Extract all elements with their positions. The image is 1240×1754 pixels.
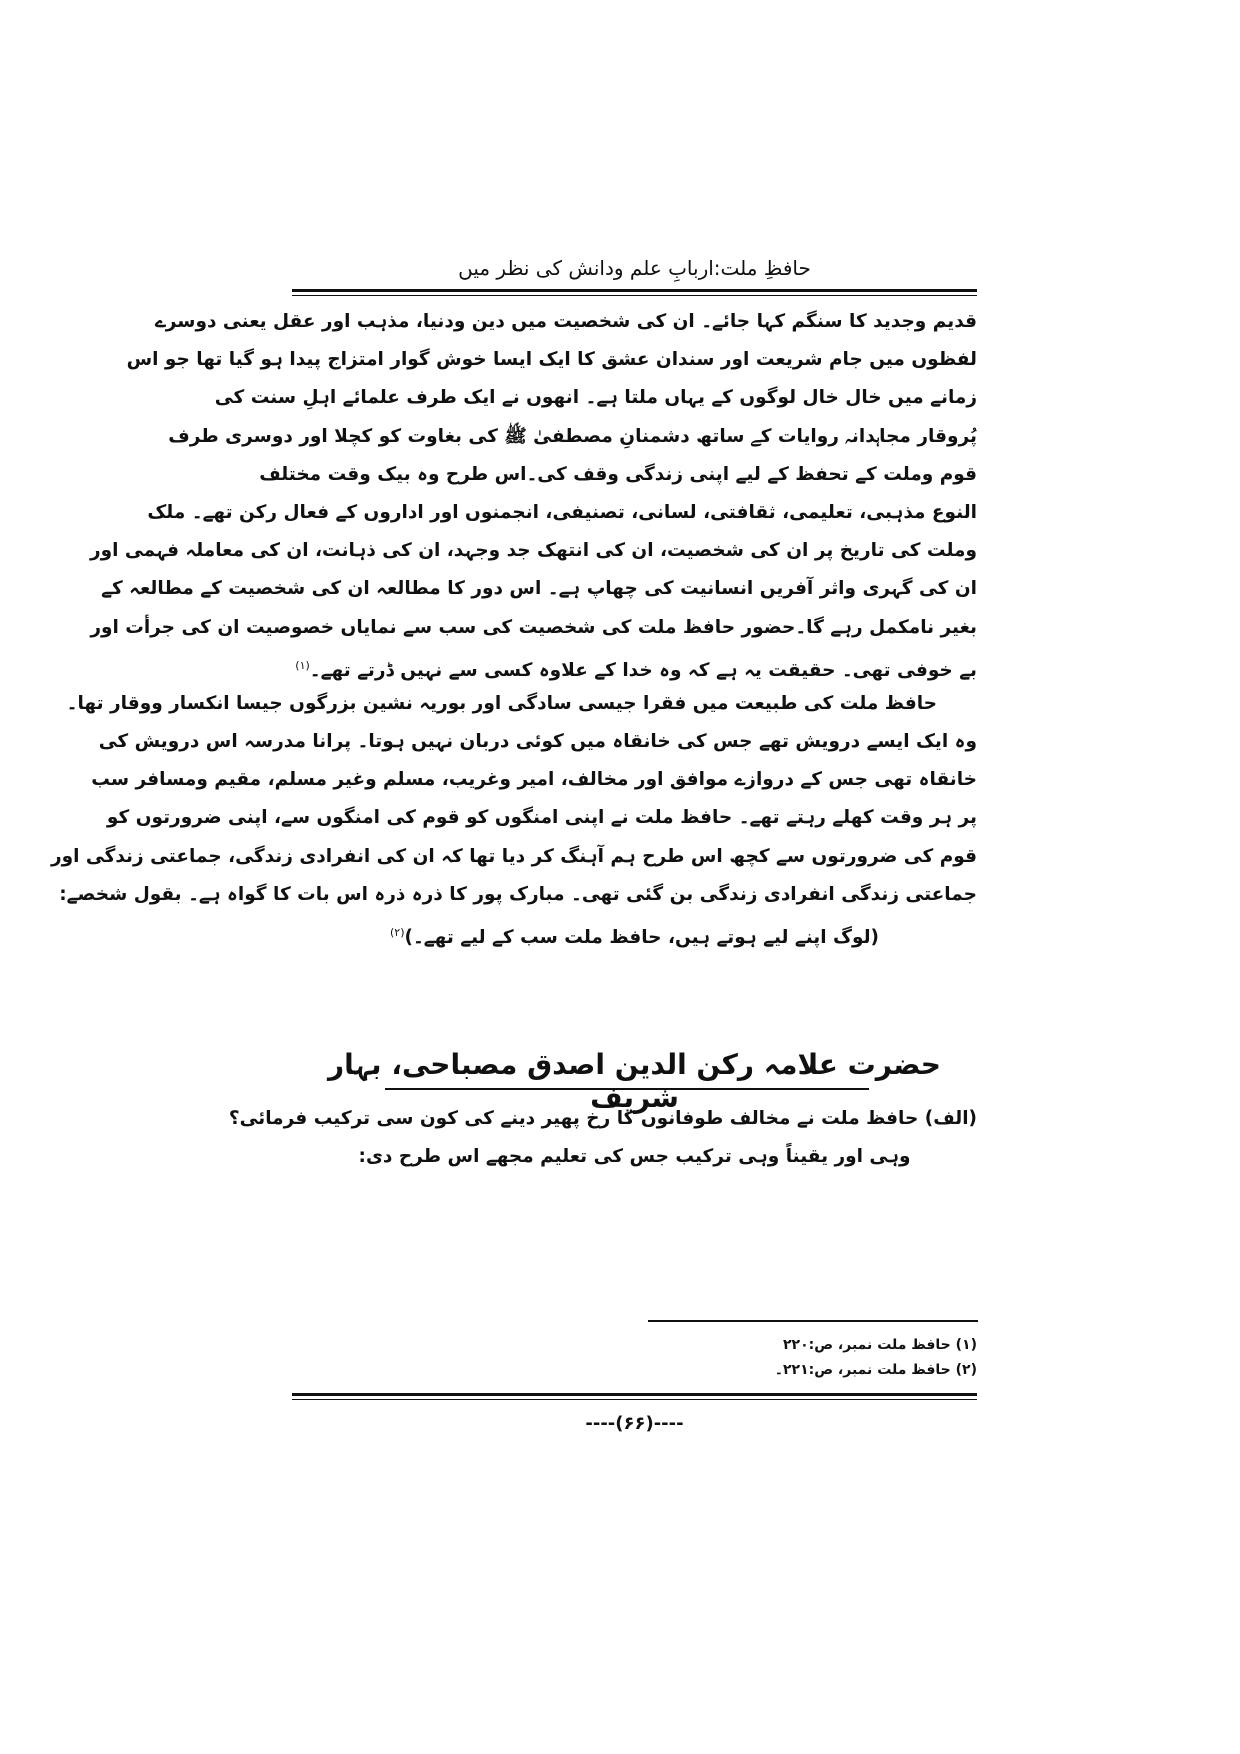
body-line: ان کی گہری واثر آفریں انسانیت کی چھاپ ہے۔ اس دور کا مطالعہ ان کی شخصیت کے مطالعہ کے: [101, 578, 977, 600]
body-line: حافظ ملت کی طبیعت میں فقرا جیسی سادگی اور بوریہ نشین بزرگوں جیسا انکسار ووقار تھا۔: [66, 692, 937, 714]
question-block: [228, 1100, 977, 1176]
header-double-rule: [292, 289, 977, 296]
footnotes: [292, 1333, 977, 1383]
body-line: وہ ایک ایسے درویش تھے جس کی خانقاہ میں کوئی دربان نہیں ہوتا۔ پرانا مدرسہ اس درویش کی: [98, 731, 977, 753]
footnote-ref: (۱): [295, 658, 310, 672]
body-line: پُروقار مجاہدانہ روایات کے ساتھ دشمنانِ مصطفیٰ ﷺ کی بغاوت کو کچلا اور دوسری طرف: [168, 425, 977, 447]
body-line: پر ہر وقت کھلے رہتے تھے۔ حافظ ملت نے اپنی امنگوں کو قوم کی امنگوں سے، اپنی ضرورتوں کو: [106, 807, 977, 829]
answer-line: وہی اور یقیناً وہی ترکیب جس کی تعلیم مجھے اس طرح دی:: [358, 1146, 911, 1168]
footer-double-rule: [292, 1393, 977, 1400]
body-line: قوم وملت کے تحفظ کے لیے اپنی زندگی وقف کی۔اس طرح وہ بیک وقت مختلف: [259, 463, 977, 485]
footnote: (۲) حافظ ملت نمبر، ص:۲۲۱۔: [774, 1362, 977, 1378]
body-line: زمانے میں خال خال لوگوں کے یہاں ملتا ہے۔ انھوں نے ایک طرف علمائے اہلِ سنت کی: [214, 387, 977, 409]
body-line: خانقاہ تھی جس کے دروازے موافق اور مخالف، امیر وغریب، مسلم وغیر مسلم، مقیم ومسافر سب: [91, 769, 977, 791]
section-heading: حضرت علامہ رکن الدین اصدق مصباحی، بہار شریف: [328, 1048, 941, 1114]
footnote: (۱) حافظ ملت نمبر، ص:۲۲۰: [782, 1337, 977, 1353]
body-line: جماعتی زندگی انفرادی زندگی بن گئی تھی۔ مبارک پور کا ذرہ ذرہ اس بات کا گواہ ہے۔ بقول شخصے:: [59, 883, 977, 905]
body-line: قدیم وجدید کا سنگم کہا جائے۔ ان کی شخصیت میں دین ودنیا، مذہب اور عقل یعنی دوسرے: [154, 311, 977, 332]
body-line-text: بے خوفی تھی۔ حقیقت یہ ہے کہ وہ خدا کے علاوہ کسی سے نہیں ڈرتے تھے۔: [309, 659, 977, 681]
body-line: لفظوں میں جام شریعت اور سندان عشق کا ایک ایسا خوش گوار امتزاج پیدا ہو گیا تھا جو اس: [126, 349, 977, 371]
footnote-ref: (۲): [390, 926, 405, 939]
body-line: بغیر نامکمل رہے گا۔حضور حافظ ملت کی شخصیت کی سب سے نمایاں خصوصیت ان کی جرأت اور: [90, 616, 977, 638]
quote-line: [292, 914, 977, 952]
question-line: (الف) حافظ ملت نے مخالف طوفانوں کا رخ پھیر دینے کی کون سی ترکیب فرمائی؟: [228, 1108, 977, 1129]
body-text: [50, 303, 977, 952]
body-line: وملت کی تاریخ پر ان کی شخصیت، ان کی انتھک جد وجہد، ان کی ذہانت، ان کی معاملہ فہمی اور: [89, 540, 977, 562]
page-number: ----(۶۶)----: [585, 1413, 684, 1434]
quote-text: (لوگ اپنے لیے ہوتے ہیں، حافظ ملت سب کے لیے تھے۔): [404, 927, 879, 949]
heading-underline: [385, 1088, 869, 1090]
running-header: حافظِ ملت:اربابِ علم ودانش کی نظر میں: [458, 256, 811, 280]
footnote-separator: [648, 1320, 978, 1322]
body-line: قوم کی ضرورتوں سے کچھ اس طرح ہم آہنگ کر دیا تھا کہ ان کی انفرادی زندگی، جماعتی زندگی اور: [50, 845, 977, 867]
body-line: [292, 647, 977, 685]
body-line: النوع مذہبی، تعلیمی، ثقافتی، لسانی، تصنیفی، انجمنوں اور اداروں کے فعال رکن تھے۔ ملک: [147, 501, 977, 523]
